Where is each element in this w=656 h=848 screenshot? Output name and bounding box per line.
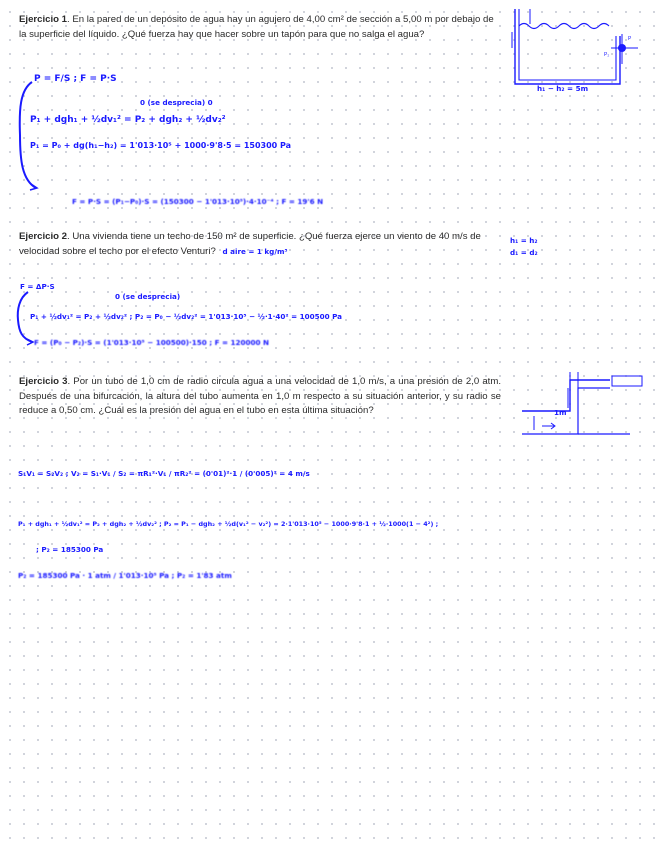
ex1-hw-annot: 0 (se desprecia) 0: [140, 98, 213, 107]
ex2-hw-line1: F = ΔP·S: [20, 282, 55, 291]
ex1-hw-line4: F = P·S = (P₁−P₀)·S = (150300 − 1'013·10⁵)·4·10⁻⁴ ; F = 19'6 N: [72, 197, 324, 206]
ex2-side-note-2: d₁ = d₂: [510, 248, 538, 257]
exercise-3-text: . Por un tubo de 1,0 cm de radio circula agua a una velocidad de 1,0 m/s, a una presión de 2,0 atm. Después de una bifurcación, la altura del tubo aumenta en 1,0 m respecto a su situación anterior, y su radio se reduce a 0,50 cm. ¿Cuál es la presión del agua en el tubo en esta última situación?: [19, 376, 502, 416]
ex2-brace: [14, 290, 36, 345]
ex2-hw-annot: 0 (se desprecia): [115, 292, 181, 301]
ex2-hw-line3: F = (P₀ − P₂)·S = (1'013·10⁵ − 100500)·150 ; F = 120000 N: [34, 338, 270, 347]
bifurcation-diagram: [520, 368, 650, 443]
ex2-side-note-1: h₁ = h₂: [510, 236, 538, 245]
exercise-2-title: Ejercicio 2: [19, 231, 67, 242]
ex3-hw-line2: P₁ + dgh₁ + ½dv₁² = P₂ + dgh₂ + ½dv₂² ; P₂ = P₁ − dgh₂ + ½d(v₁² − v₂²) = 2·1'013·10⁵ − 1000·9'8·1 + ½·1000(1 − 4²) ;: [18, 520, 439, 528]
tank-height-label: h₁ − h₂ = 5m: [537, 84, 589, 93]
ex2-hw-line2: P₁ + ½dv₁² = P₂ + ½dv₂² ; P₂ = P₀ − ½dv₂² = 1'013·10⁵ − ½·1·40² = 100500 Pa: [30, 312, 343, 321]
ex1-hw-line2: P₁ + dgh₁ + ½dv₁² = P₂ + dgh₂ + ½dv₂²: [30, 115, 226, 125]
exercise-1-text: . En la pared de un depósito de agua hay un agujero de 4,00 cm² de sección a 5,00 m por debajo de la superficie del líquido. ¿Qué fuerza hay que hacer sobre un tapón para que no salga el agua?: [19, 14, 494, 40]
svg-text:P: P: [628, 36, 632, 42]
ex3-hw-line3: ; P₂ = 185300 Pa: [36, 545, 104, 554]
ex2-air-density-note: d aire = 1 kg/m³: [222, 246, 288, 256]
exercise-3-title: Ejercicio 3: [19, 376, 68, 387]
exercise-3-statement: [19, 375, 501, 419]
ex3-hw-line4: P₂ = 185300 Pa · 1 atm / 1'013·10⁵ Pa ; P₂ = 1'83 atm: [18, 571, 232, 580]
exercise-2-statement: [19, 230, 494, 259]
svg-text:P₂: P₂: [604, 52, 610, 58]
ex1-hw-line3: P₁ = P₀ + dg(h₁−h₂) = 1'013·10⁵ + 1000·9'8·5 = 150300 Pa: [30, 141, 292, 150]
exercise-1-title: Ejercicio 1: [19, 14, 67, 25]
tank-diagram: [510, 6, 650, 96]
ex1-hw-line1: P = F/S ; F = P·S: [34, 74, 117, 84]
exercise-2-text: . Una vivienda tiene un techo de 150 m² de superficie. ¿Qué fuerza ejerce un viento de 40 m/s de velocidad sobre el techo por el efecto Venturi?: [19, 231, 481, 257]
ex3-hw-line1: S₁V₁ = S₂V₂ ; V₂ = S₁·V₁ / S₂ = πR₁²·V₁ / πR₂² = (0'01)²·1 / (0'005)² = 4 m/s: [18, 469, 310, 478]
bifurcation-height-label: 1m: [554, 408, 567, 417]
ex1-brace: [14, 80, 44, 190]
exercise-1-statement: [19, 13, 497, 42]
